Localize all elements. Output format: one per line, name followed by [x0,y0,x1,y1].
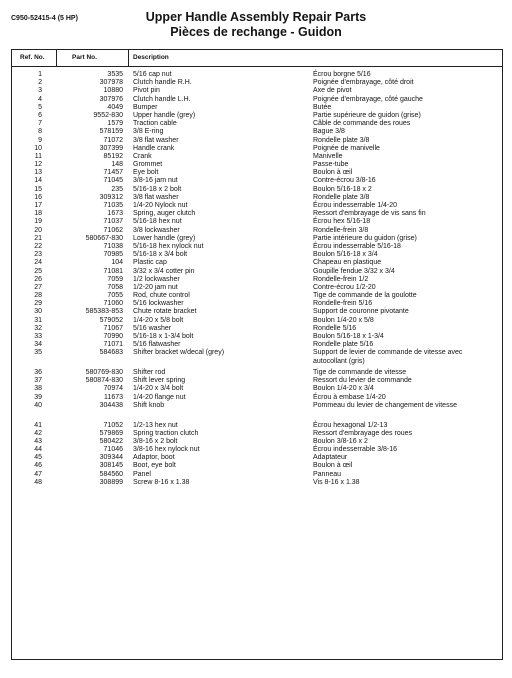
description-cell: Upper handle (grey) [133,111,196,119]
french-description-cell: Boulon à œil [313,462,353,470]
table-row [12,317,502,325]
part-number-cell: 71081 [103,267,123,275]
table-row [12,292,502,300]
french-description-cell: Boulon 5/16-18 x 2 [313,185,372,193]
french-description-cell: Partie supérieure de guidon (grise) [313,111,421,119]
part-number-cell: 70985 [103,251,123,259]
french-description-cell: Ressort d'embrayage de vis sans fin [313,210,426,218]
header-ref: Ref. No. [20,54,45,61]
part-number-cell: 309312 [99,193,123,201]
description-cell: 5/16-18 x 1-3/4 bolt [133,333,194,340]
ref-cell: 23 [34,251,42,259]
description-cell: 3/8 E-ring [133,128,164,136]
part-number-cell: 71060 [103,300,123,308]
table-row [12,218,502,226]
table-row [12,462,502,470]
table-row [12,96,502,104]
description-cell: 5/16 flatwasher [133,341,181,349]
ref-cell: 48 [34,478,42,486]
french-description-cell: Chapeau en plastique [313,259,382,267]
table-row [12,153,502,161]
description-cell: 5/16-18 x 2 bolt [133,185,182,193]
french-description-cell: Écrou hexagonal 1/2-13 [313,421,388,429]
french-description-cell: Boulon à œil [313,169,353,177]
table-row [12,202,502,210]
table-row [12,227,502,235]
description-cell: 1/2 lockwasher [133,275,180,283]
table-row [12,430,502,438]
part-number-cell: 584683 [99,349,123,357]
part-number-cell: 235 [111,185,123,193]
ref-cell: 12 [34,161,42,169]
part-number-cell: 71072 [103,136,123,144]
description-cell: 1/2-20 jam nut [133,283,178,291]
description-cell: Spring traction clutch [133,429,199,437]
table-header [12,50,502,67]
ref-cell: 24 [34,259,42,267]
table-row [12,112,502,120]
french-description-cell: Écrou à embase 1/4-20 [313,393,386,401]
table-row [12,71,502,79]
french-description-cell: Manivelle [313,152,343,160]
part-number-cell: 70974 [103,385,123,393]
ref-cell: 7 [38,120,42,128]
page-title: Upper Handle Assembly Repair Parts [145,10,367,24]
description-cell: 5/16-18 x 3/4 bolt [133,251,188,259]
ref-cell: 18 [34,210,42,218]
french-description-cell: Passe-tube [313,161,349,169]
description-cell: Chute rotate bracket [133,308,197,316]
part-number-cell: 85192 [103,152,123,160]
french-description-cell: Panneau [313,470,342,478]
table-row [12,438,502,446]
table-row [12,243,502,251]
description-cell: Crank [133,152,152,160]
french-description-cell: Contre-écrou 1/2-20 [313,283,376,291]
description-cell: 5/16 cap nut [133,71,172,78]
part-number-cell: 308145 [99,462,123,470]
french-description-cell: Écrou indesserrable 5/16-18 [313,242,401,250]
page-subtitle: Pièces de rechange - Guidon [170,25,342,39]
ref-cell: 10 [34,144,42,152]
description-cell: 5/16-18 hex nut [133,218,182,226]
french-description-cell: Poignée d'embrayage, côté droit [313,79,414,87]
french-description-cell: Rondelle-frein 1/2 [313,275,369,283]
table-row [12,210,502,218]
french-description-cell: Rondelle plate 3/8 [313,136,370,144]
french-description-cell: Câble de commande des roues [313,120,411,128]
french-description-cell: Rondelle plate 5/16 [313,341,374,349]
part-number-cell: 1673 [107,210,123,218]
french-description-cell: Support de levier de commande de vitesse avec autocollant (gris) [313,349,463,365]
table-row [12,333,502,341]
ref-cell: 40 [34,401,42,409]
ref-cell: 15 [34,185,42,193]
header-part: Part No. [72,54,97,61]
table-row [12,145,502,153]
description-cell: Adaptor, boot [133,454,175,462]
ref-cell: 2 [38,79,42,87]
part-number-cell: 580667-830 [85,234,123,242]
french-description-cell: Écrou borgne 5/16 [313,71,371,78]
part-number-cell: 70990 [103,333,123,340]
french-description-cell: Rondelle-frein 5/16 [313,300,373,308]
description-cell: Lower handle (grey) [133,234,196,242]
french-description-cell: Écrou indesserrable 3/8-16 [313,446,398,454]
table-row [12,87,502,95]
table-row [12,177,502,185]
ref-cell: 36 [34,369,42,377]
part-number-cell: 148 [111,161,123,169]
table-row [12,471,502,479]
description-cell: 5/16 washer [133,324,172,332]
description-cell: 3/8 flat washer [133,193,179,201]
table-row [12,186,502,194]
table-row [12,308,502,316]
part-number-cell: 307978 [99,79,123,87]
french-description-cell: Butée [313,103,332,111]
table-row [12,259,502,267]
description-cell: Shift knob [133,401,165,409]
table-row [12,385,502,393]
ref-cell: 32 [34,324,42,332]
part-number-cell: 71046 [103,446,123,454]
table-row [12,104,502,112]
part-number-cell: 71071 [103,341,123,349]
description-cell: Panel [133,470,151,478]
description-cell: 1/4-20 Nylock nut [133,202,188,209]
french-description-cell: Ressort du levier de commande [313,377,412,385]
french-description-cell: Poignée d'embrayage, côté gauche [313,95,423,103]
header-divider [56,50,57,66]
ref-cell: 19 [34,218,42,226]
part-number-cell: 578159 [99,128,123,136]
french-description-cell: Rondelle 5/16 [313,324,357,332]
ref-cell: 38 [34,385,42,393]
table-row [12,137,502,145]
french-description-cell: Écrou hex 5/16-18 [313,218,371,226]
french-description-cell: Poignée de manivelle [313,144,380,152]
ref-cell: 39 [34,393,42,401]
description-cell: Boot, eye bolt [133,462,176,470]
french-description-cell: Rondelle-frein 3/8 [313,226,369,234]
header-description: Description [133,54,169,61]
french-description-cell: Rondelle plate 3/8 [313,193,370,201]
part-number-cell: 307976 [99,95,123,103]
description-cell: 1/4-20 x 3/4 bolt [133,385,184,393]
ref-cell: 31 [34,316,42,324]
part-number-cell: 71052 [103,421,123,429]
part-number-cell: 71457 [103,169,123,177]
description-cell: Spring, auger clutch [133,210,196,218]
part-number-cell: 71037 [103,218,123,226]
french-description-cell: Boulon 1/4-20 x 3/4 [313,385,374,393]
table-row [12,128,502,136]
ref-cell: 42 [34,429,42,437]
description-cell: Clutch handle R.H. [133,79,192,87]
part-number-cell: 71038 [103,242,123,250]
french-description-cell: Boulon 1/4-20 x 5/8 [313,316,374,324]
description-cell: Pivot pin [133,87,160,95]
part-number-cell: 11673 [104,393,123,401]
french-description-cell: Tige de commande de la goulotte [313,292,417,300]
part-number-cell: 580874-830 [85,377,123,385]
ref-cell: 25 [34,267,42,275]
description-cell: 3/8 lockwasher [133,226,180,234]
description-cell: 1/2-13 hex nut [133,421,178,429]
french-description-cell: Pommeau du levier de changement de vitesse [313,401,457,409]
ref-cell: 16 [34,193,42,201]
ref-cell: 17 [34,202,42,209]
table-body [12,71,502,487]
ref-cell: 9 [38,136,42,144]
description-cell: Eye bolt [133,169,159,177]
table-row [12,325,502,333]
part-number-cell: 7055 [107,292,123,300]
table-row [12,194,502,202]
ref-cell: 22 [34,242,42,250]
ref-cell: 13 [34,169,42,177]
table-row [12,235,502,243]
french-description-cell: Axe de pivot [313,87,352,95]
ref-cell: 20 [34,226,42,234]
part-number-cell: 309344 [99,454,123,462]
ref-cell: 21 [34,234,42,242]
part-number-cell: 579052 [99,316,123,324]
part-number-cell: 71045 [103,177,123,185]
french-description-cell: Adaptateur [313,454,348,462]
ref-cell: 30 [34,308,42,316]
table-row [12,422,502,430]
ref-cell: 35 [34,349,42,357]
french-description-cell: Boulon 5/16-18 x 1-3/4 [313,333,384,340]
table-row [12,268,502,276]
description-cell: 3/8-16 hex nylock nut [133,446,200,454]
parts-table [11,49,503,660]
description-cell: Screw 8-16 x 1.38 [133,478,190,486]
part-number-cell: 580769-830 [85,369,123,377]
french-description-cell: Support de couronne pivotante [313,308,409,316]
part-number-cell: 71062 [103,226,123,234]
part-number-cell: 1579 [107,120,123,128]
french-description-cell: Partie intérieure du guidon (grise) [313,234,417,242]
ref-cell: 1 [38,71,42,78]
model-number: C950-52415-4 (5 HP) [11,15,78,22]
ref-cell: 11 [34,152,42,160]
french-description-cell: Tige de commande de vitesse [313,369,407,377]
ref-cell: 45 [34,454,42,462]
french-description-cell: Ressort d'embrayage des roues [313,429,412,437]
table-row [12,169,502,177]
table-row [12,161,502,169]
ref-cell: 44 [34,446,42,454]
ref-cell: 37 [34,377,42,385]
description-cell: Rod, chute control [133,292,190,300]
description-cell: Traction cable [133,120,177,128]
part-number-cell: 304438 [99,401,123,409]
ref-cell: 34 [34,341,42,349]
part-number-cell: 9552-830 [93,111,123,119]
table-row [12,341,502,349]
table-row [12,349,502,365]
part-number-cell: 71035 [103,202,123,209]
part-number-cell: 579869 [99,429,123,437]
table-row [12,300,502,308]
description-cell: Shifter rod [133,369,166,377]
description-cell: Shifter bracket w/decal (grey) [133,349,225,357]
description-cell: 3/8-16 x 2 bolt [133,437,178,445]
description-cell: 1/4-20 x 5/8 bolt [133,316,184,324]
french-description-cell: Vis 8-16 x 1.38 [313,478,360,486]
ref-cell: 4 [38,95,42,103]
table-row [12,369,502,377]
part-number-cell: 4049 [107,103,123,111]
french-description-cell: Contre-écrou 3/8-16 [313,177,376,185]
ref-cell: 26 [34,275,42,283]
table-row [12,79,502,87]
ref-cell: 47 [34,470,42,478]
french-description-cell: Boulon 3/8-16 x 2 [313,437,368,445]
table-row [12,479,502,487]
description-cell: Grommet [133,161,163,169]
ref-cell: 46 [34,462,42,470]
ref-cell: 33 [34,333,42,340]
part-number-cell: 7059 [107,275,123,283]
description-cell: Plastic cap [133,259,167,267]
french-description-cell: Bague 3/8 [313,128,345,136]
ref-cell: 14 [34,177,42,185]
ref-cell: 43 [34,437,42,445]
ref-cell: 3 [38,87,42,95]
part-number-cell: 7058 [107,283,123,291]
part-number-cell: 585383-853 [85,308,123,316]
description-cell: 5/16 lockwasher [133,300,184,308]
part-number-cell: 3535 [107,71,123,78]
description-cell: 3/32 x 3/4 cotter pin [133,267,195,275]
table-row [12,394,502,402]
part-number-cell: 71067 [103,324,123,332]
ref-cell: 8 [38,128,42,136]
part-number-cell: 580422 [99,437,123,445]
table-row [12,454,502,462]
description-cell: Clutch handle L.H. [133,95,191,103]
description-cell: 1/4-20 flange nut [133,393,186,401]
part-number-cell: 308899 [99,478,123,486]
ref-cell: 29 [34,300,42,308]
description-cell: 5/16-18 hex nylock nut [133,242,204,250]
ref-cell: 27 [34,283,42,291]
description-cell: Handle crank [133,144,175,152]
description-cell: Bumper [133,103,158,111]
french-description-cell: Boulon 5/16-18 x 3/4 [313,251,378,259]
part-number-cell: 10880 [103,87,123,95]
ref-cell: 28 [34,292,42,300]
table-row [12,284,502,292]
table-row [12,120,502,128]
ref-cell: 41 [34,421,42,429]
header-divider [128,50,129,66]
part-number-cell: 584560 [99,470,123,478]
description-cell: 3/8 flat washer [133,136,179,144]
ref-cell: 6 [38,111,42,119]
table-row [12,251,502,259]
table-row [12,402,502,418]
table-row [12,446,502,454]
table-row [12,276,502,284]
french-description-cell: Écrou indesserrable 1/4-20 [313,202,398,209]
description-cell: Shift lever spring [133,377,186,385]
description-cell: 3/8-16 jam nut [133,177,178,185]
part-number-cell: 307399 [99,144,123,152]
french-description-cell: Goupille fendue 3/32 x 3/4 [313,267,395,275]
table-row [12,377,502,385]
ref-cell: 5 [38,103,42,111]
part-number-cell: 104 [111,259,123,267]
